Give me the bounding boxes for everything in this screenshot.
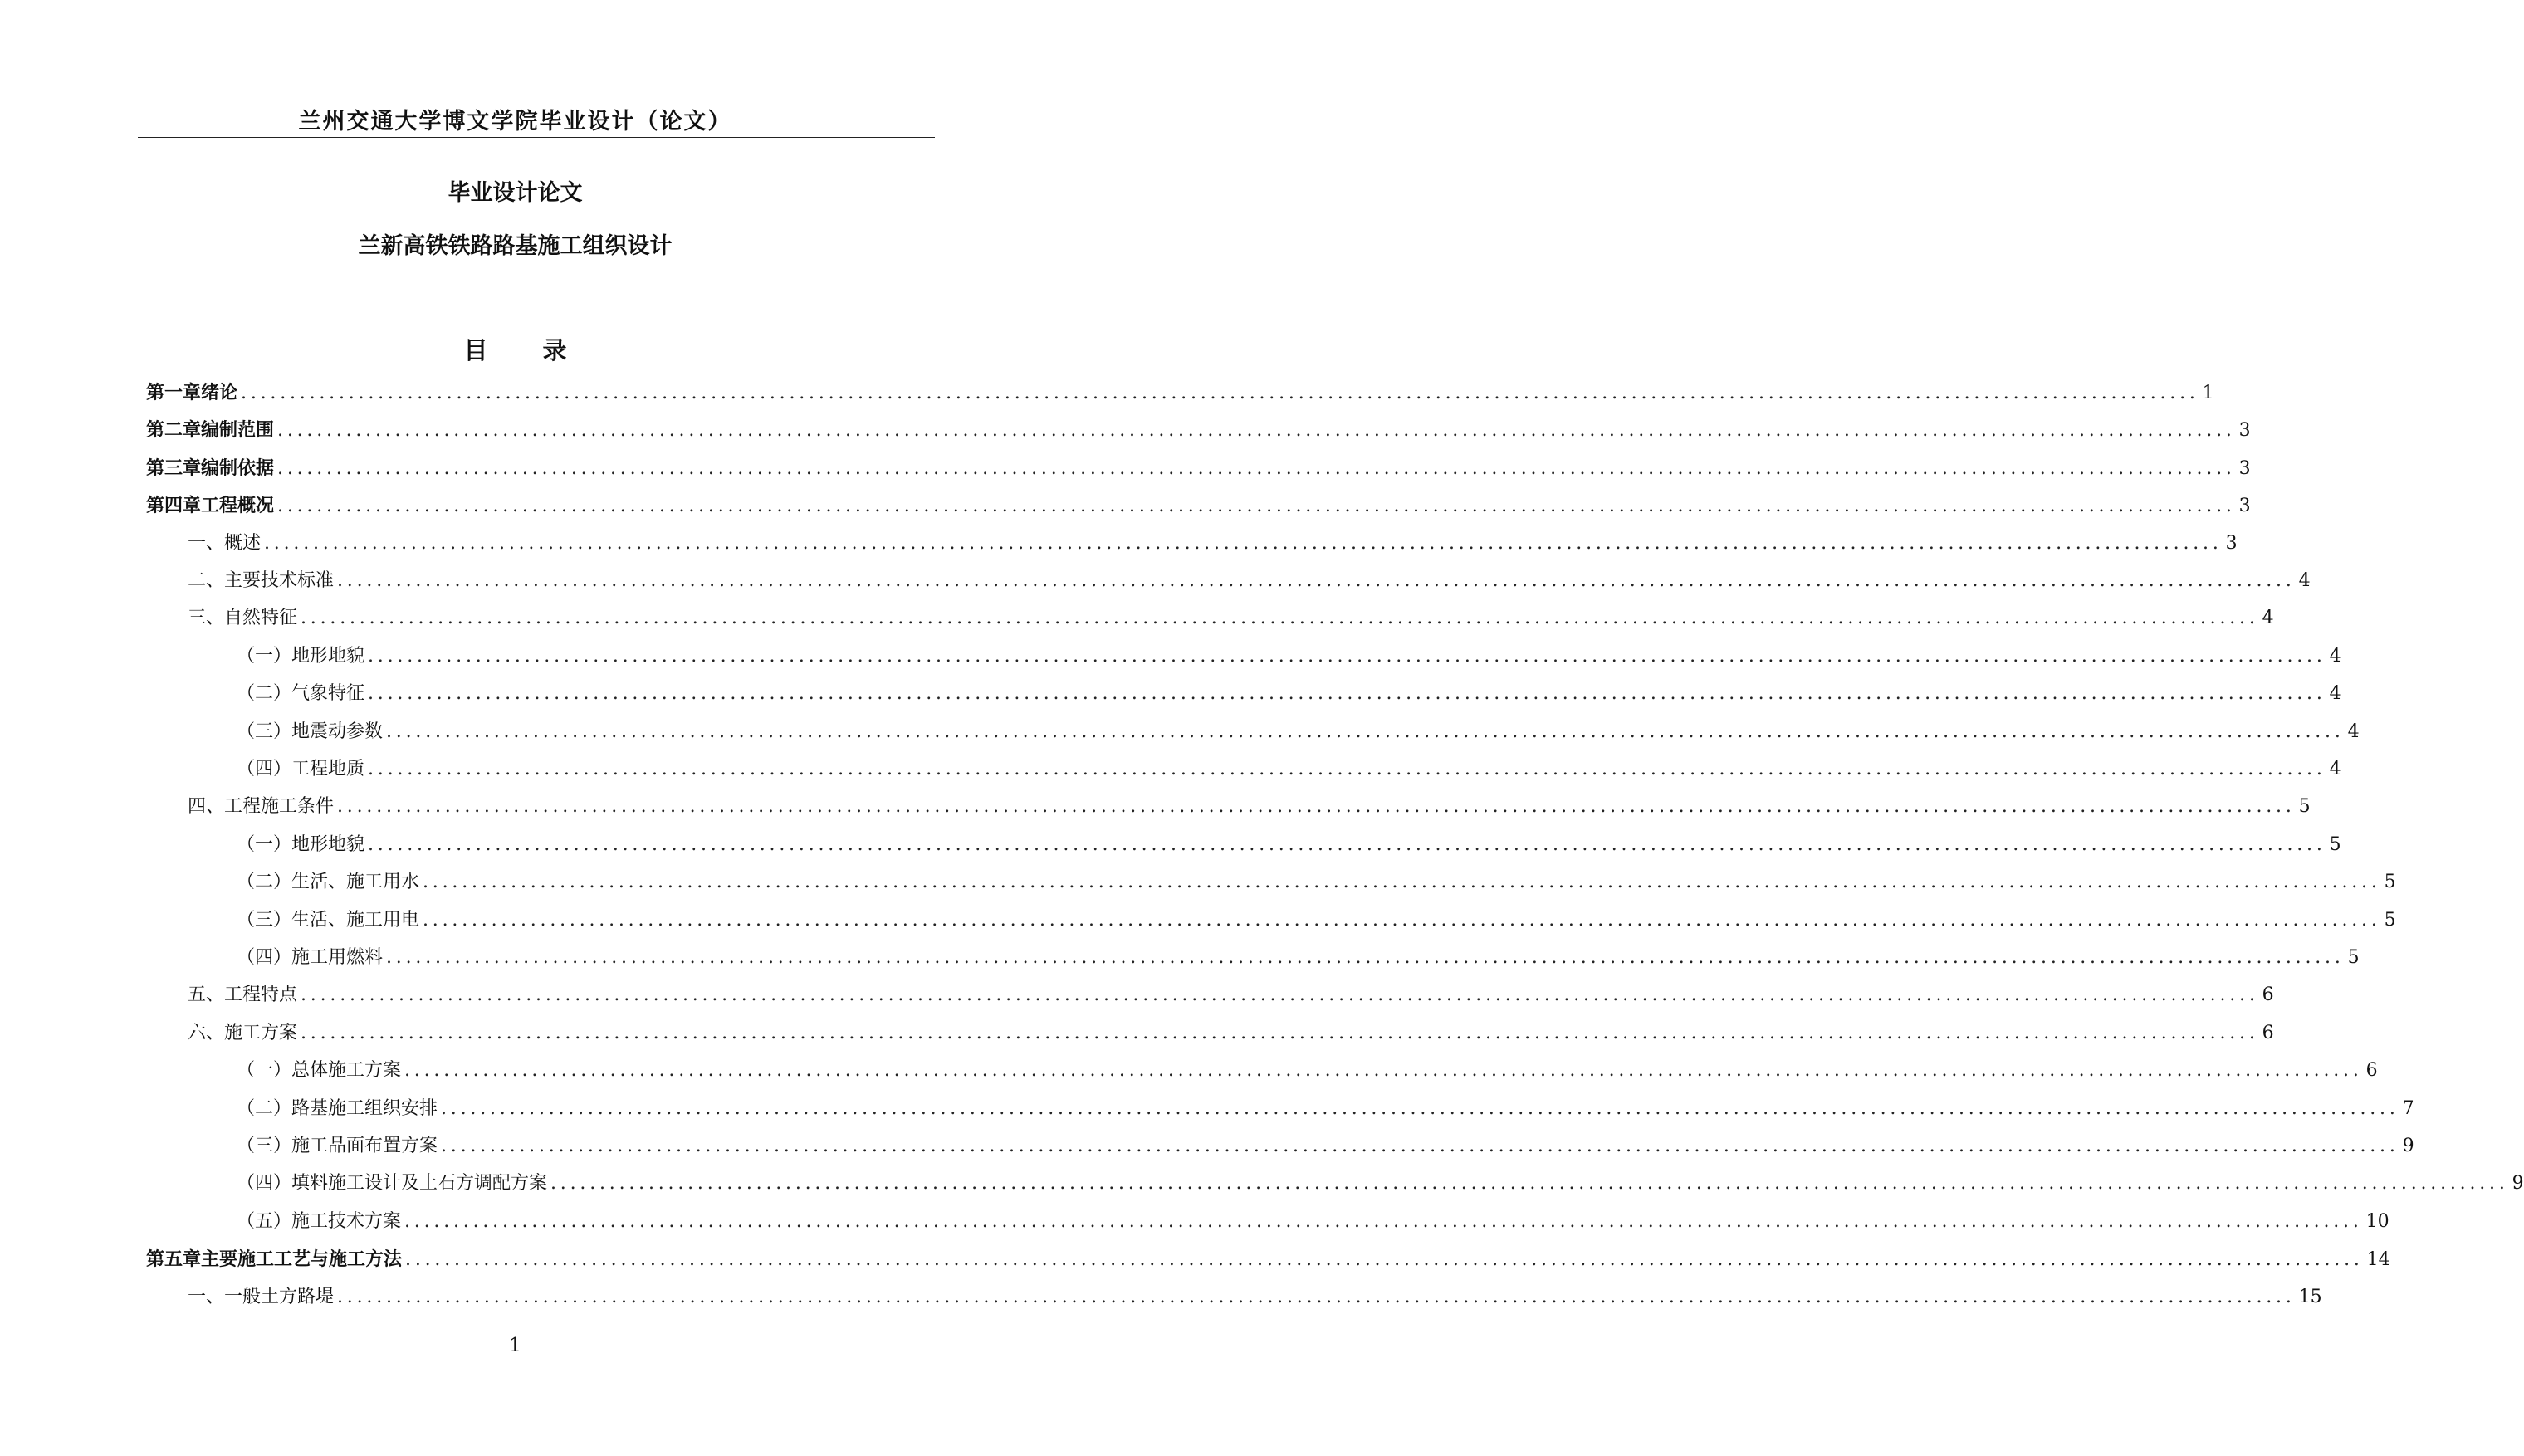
toc-entry-title: 主要施工工艺与施工方法: [201, 1248, 403, 1271]
toc-page-number: 3: [2238, 496, 2251, 517]
toc-chapter-entry[interactable]: [146, 456, 2251, 481]
page-header-rule: [138, 137, 935, 138]
toc-page-number: 4: [2329, 683, 2341, 705]
toc-page-number: 3: [2238, 457, 2251, 479]
toc-entry-title: 绪论: [201, 382, 238, 403]
toc-dot-leader: ........................................................................................................................................................................................................: [301, 985, 2259, 1006]
toc-section-entry[interactable]: [188, 531, 2238, 556]
page-number: 1: [509, 1335, 521, 1356]
toc-page-number: 10: [2365, 1210, 2389, 1232]
toc-entry-title: （三）施工品面布置方案: [237, 1136, 438, 1156]
toc-dot-leader: ........................................................................................................................................................................................................: [301, 1022, 2259, 1043]
toc-section-entry[interactable]: [237, 833, 2341, 857]
toc-chapter-entry[interactable]: [146, 493, 2251, 518]
toc-dot-leader: ........................................................................................................................................................................................................: [277, 496, 2236, 517]
toc-page-number: 5: [2347, 947, 2360, 968]
toc-section-entry[interactable]: [188, 606, 2274, 631]
toc-section-entry[interactable]: [237, 1171, 2524, 1196]
toc-section-entry[interactable]: [188, 794, 2311, 819]
toc-entry-title: （二）气象特征: [237, 683, 365, 705]
toc-entry-title: （四）施工用燃料: [237, 947, 384, 968]
toc-page-number: 5: [2329, 833, 2341, 855]
toc-chapter-entry[interactable]: [146, 1247, 2390, 1272]
toc-dot-leader: ........................................................................................................................................................................................................: [368, 645, 2326, 667]
toc-entry-title: （二）路基施工组织安排: [237, 1097, 438, 1119]
toc-page-number: 6: [2262, 1022, 2274, 1043]
toc-entry-title: （三）生活、施工用电: [237, 909, 420, 931]
document-subtitle: 兰新高铁铁路路基施工组织设计: [358, 233, 673, 259]
toc-page-number: 9: [2512, 1173, 2524, 1195]
toc-page-number: 4: [2329, 759, 2341, 779]
toc-entry-title: （一）总体施工方案: [237, 1060, 402, 1082]
toc-dot-leader: ........................................................................................................................................................................................................: [277, 420, 2236, 442]
toc-page-number: 6: [2262, 985, 2274, 1006]
toc-entry-title: 一、概述: [188, 532, 262, 554]
page-header-title: 兰州交通大学博文学院毕业设计（论文）: [298, 109, 732, 134]
toc-dot-leader: ........................................................................................................................................................................................................: [404, 1210, 2363, 1232]
toc-dot-leader: ........................................................................................................................................................................................................: [368, 683, 2326, 705]
toc-page-number: 4: [2329, 645, 2341, 667]
toc-dot-leader: ........................................................................................................................................................................................................: [386, 947, 2345, 968]
toc-section-entry[interactable]: [237, 720, 2360, 745]
toc-dot-leader: ........................................................................................................................................................................................................: [264, 532, 2223, 554]
toc-dot-leader: ........................................................................................................................................................................................................: [441, 1136, 2399, 1156]
document-title: 毕业设计论文: [448, 180, 583, 206]
toc-dot-leader: ........................................................................................................................................................................................................: [337, 570, 2296, 591]
toc-heading: 目 录: [463, 336, 590, 364]
toc-entry-title: 二、主要技术标准: [188, 570, 335, 591]
toc-dot-leader: ........................................................................................................................................................................................................: [368, 833, 2326, 855]
toc-entry-title: （一）地形地貌: [237, 833, 365, 855]
toc-section-entry[interactable]: [237, 1134, 2414, 1159]
toc-section-entry[interactable]: [237, 1097, 2414, 1121]
toc-page-number: 15: [2298, 1286, 2322, 1307]
toc-section-entry[interactable]: [237, 682, 2341, 706]
toc-page-number: 4: [2298, 570, 2311, 591]
toc-dot-leader: ........................................................................................................................................................................................................: [423, 909, 2381, 931]
toc-page-number: 1: [2202, 383, 2214, 403]
toc-section-entry[interactable]: [188, 1285, 2322, 1310]
toc-section-entry[interactable]: [237, 1209, 2389, 1234]
toc-page-number: 4: [2347, 721, 2360, 742]
toc-chapter-entry[interactable]: [146, 380, 2214, 405]
toc-chapter-number: 第五章: [146, 1248, 202, 1271]
toc-page-number: 4: [2262, 608, 2274, 629]
toc-page-number: 6: [2365, 1060, 2378, 1082]
toc-dot-leader: ........................................................................................................................................................................................................: [405, 1249, 2364, 1271]
toc-chapter-number: 第一章: [146, 382, 202, 403]
toc-section-entry[interactable]: [188, 569, 2311, 594]
toc-entry-title: （五）施工技术方案: [237, 1210, 402, 1232]
toc-dot-leader: ........................................................................................................................................................................................................: [337, 1286, 2296, 1307]
toc-entry-title: （四）工程地质: [237, 759, 365, 779]
toc-dot-leader: ........................................................................................................................................................................................................: [441, 1097, 2399, 1119]
toc-page-number: 14: [2366, 1249, 2390, 1271]
toc-section-entry[interactable]: [237, 757, 2341, 782]
toc-chapter-entry[interactable]: [146, 418, 2251, 442]
toc-dot-leader: ........................................................................................................................................................................................................: [550, 1173, 2509, 1195]
toc-entry-title: 六、施工方案: [188, 1022, 298, 1043]
toc-page-number: 5: [2298, 796, 2311, 818]
toc-dot-leader: ........................................................................................................................................................................................................: [337, 796, 2296, 818]
toc-page-number: 9: [2402, 1136, 2414, 1156]
toc-section-entry[interactable]: [237, 1058, 2378, 1083]
toc-entry-title: 五、工程特点: [188, 985, 298, 1006]
toc-section-entry[interactable]: [188, 1021, 2274, 1046]
toc-section-entry[interactable]: [237, 945, 2360, 970]
toc-entry-title: （一）地形地貌: [237, 645, 365, 667]
toc-dot-leader: ........................................................................................................................................................................................................: [301, 608, 2259, 629]
toc-page-number: 5: [2384, 872, 2396, 893]
toc-entry-title: （三）地震动参数: [237, 721, 384, 742]
toc-entry-title: （二）生活、施工用水: [237, 872, 420, 893]
toc-chapter-number: 第二章: [146, 419, 202, 442]
toc-entry-title: 三、自然特征: [188, 608, 298, 629]
toc-dot-leader: ........................................................................................................................................................................................................: [423, 872, 2381, 893]
toc-page-number: 3: [2225, 532, 2238, 554]
toc-entry-title: 编制依据: [201, 457, 275, 479]
toc-section-entry[interactable]: [188, 983, 2274, 1008]
toc-section-entry[interactable]: [237, 644, 2341, 669]
toc-dot-leader: ........................................................................................................................................................................................................: [386, 721, 2345, 742]
toc-dot-leader: ........................................................................................................................................................................................................: [241, 383, 2199, 403]
toc-entry-title: 编制范围: [201, 419, 275, 442]
toc-chapter-number: 第四章: [146, 495, 202, 517]
toc-dot-leader: ........................................................................................................................................................................................................: [277, 457, 2236, 479]
toc-section-entry[interactable]: [237, 908, 2396, 933]
toc-entry-title: （四）填料施工设计及土石方调配方案: [237, 1173, 548, 1195]
toc-entry-title: 一、一般土方路堤: [188, 1286, 335, 1307]
toc-section-entry[interactable]: [237, 870, 2396, 895]
toc-page-number: 7: [2402, 1097, 2414, 1119]
toc-page-number: 5: [2384, 909, 2396, 931]
toc-chapter-number: 第三章: [146, 457, 202, 479]
toc-dot-leader: ........................................................................................................................................................................................................: [368, 759, 2326, 779]
toc-dot-leader: ........................................................................................................................................................................................................: [404, 1060, 2363, 1082]
toc-entry-title: 四、工程施工条件: [188, 796, 335, 818]
toc-page-number: 3: [2238, 420, 2251, 442]
toc-entry-title: 工程概况: [201, 495, 275, 517]
